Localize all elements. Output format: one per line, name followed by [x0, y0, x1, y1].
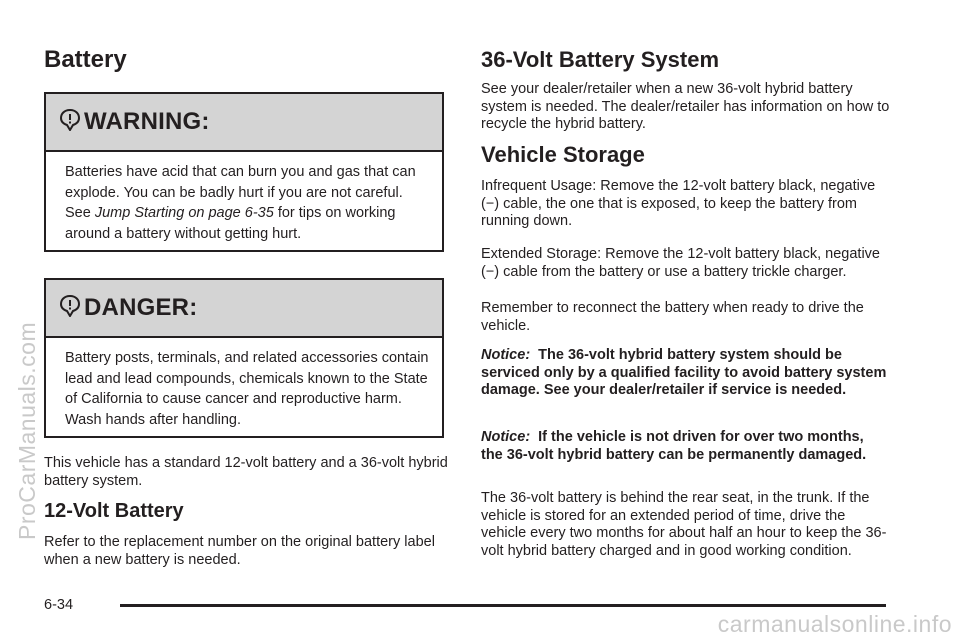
footer-rule	[120, 604, 886, 607]
vehicle-storage-heading: Vehicle Storage	[481, 142, 645, 167]
warning-box	[44, 92, 444, 252]
jump-starting-reference: Jump Starting on page 6-35	[94, 205, 274, 221]
warning-text-part: for tips on working around a battery without getting hurt.	[65, 205, 396, 242]
notice-label: Notice:	[481, 347, 531, 363]
page-number: 6-34	[44, 597, 74, 613]
notice-storage	[481, 429, 881, 464]
danger-title: DANGER:	[84, 294, 198, 321]
battery-heading: Battery	[44, 46, 127, 73]
warning-header	[46, 94, 442, 152]
battery-intro-text: This vehicle has a standard 12-volt battery and a 36-volt hybrid battery system.	[44, 455, 448, 489]
notice-serviced-text: The 36-volt hybrid battery system should be serviced only by a qualified facility to avoid battery system damage. See your dealer/retailer if service is needed.	[481, 347, 887, 398]
reconnect-text: Remember to reconnect the battery when ready to drive the vehicle.	[481, 300, 864, 334]
notice-serviced	[481, 347, 891, 400]
twelve-volt-text: Refer to the replacement number on the original battery label when a new battery is needed.	[44, 534, 435, 568]
warning-text-part: Batteries have acid that can burn you and gas that can explode. You can be badly hurt if you are not careful. See	[65, 164, 416, 221]
notice-label: Notice:	[481, 429, 531, 445]
trunk-battery-text: The 36-volt battery is behind the rear seat, in the trunk. If the vehicle is stored for an extended period of time, drive the vehicle every two months for about half an hour to keep the 36-volt hybrid battery charged and in good working condition.	[481, 490, 887, 559]
warning-text	[46, 152, 442, 244]
warning-title: WARNING:	[84, 108, 210, 135]
bottom-watermark: carmanualsonline.info	[717, 611, 952, 637]
thirty-six-volt-heading: 36-Volt Battery System	[481, 47, 720, 72]
side-watermark: ProCarManuals.com	[14, 321, 40, 540]
danger-header	[46, 280, 442, 338]
twelve-volt-heading: 12-Volt Battery	[44, 500, 184, 522]
extended-storage-text: Extended Storage: Remove the 12-volt battery black, negative (−) cable from the battery or use a battery trickle charger.	[481, 246, 880, 280]
danger-text: Battery posts, terminals, and related accessories contain lead and lead compounds, chemicals known to the State of California to cause cancer and reproductive harm. Wash hands after handling.	[65, 350, 429, 428]
caution-symbol-icon	[60, 109, 80, 131]
notice-storage-text: If the vehicle is not driven for over two months, the 36-volt hybrid battery can be permanently damaged.	[481, 429, 867, 463]
infrequent-usage-text: Infrequent Usage: Remove the 12-volt battery black, negative (−) cable, the one that is exposed, to keep the battery from running down.	[481, 178, 876, 229]
thirty-six-volt-text: See your dealer/retailer when a new 36-volt hybrid battery system is needed. The dealer/retailer has information on how to recycle the hybrid battery.	[481, 81, 890, 132]
danger-box	[44, 278, 444, 438]
caution-symbol-icon	[60, 295, 80, 317]
